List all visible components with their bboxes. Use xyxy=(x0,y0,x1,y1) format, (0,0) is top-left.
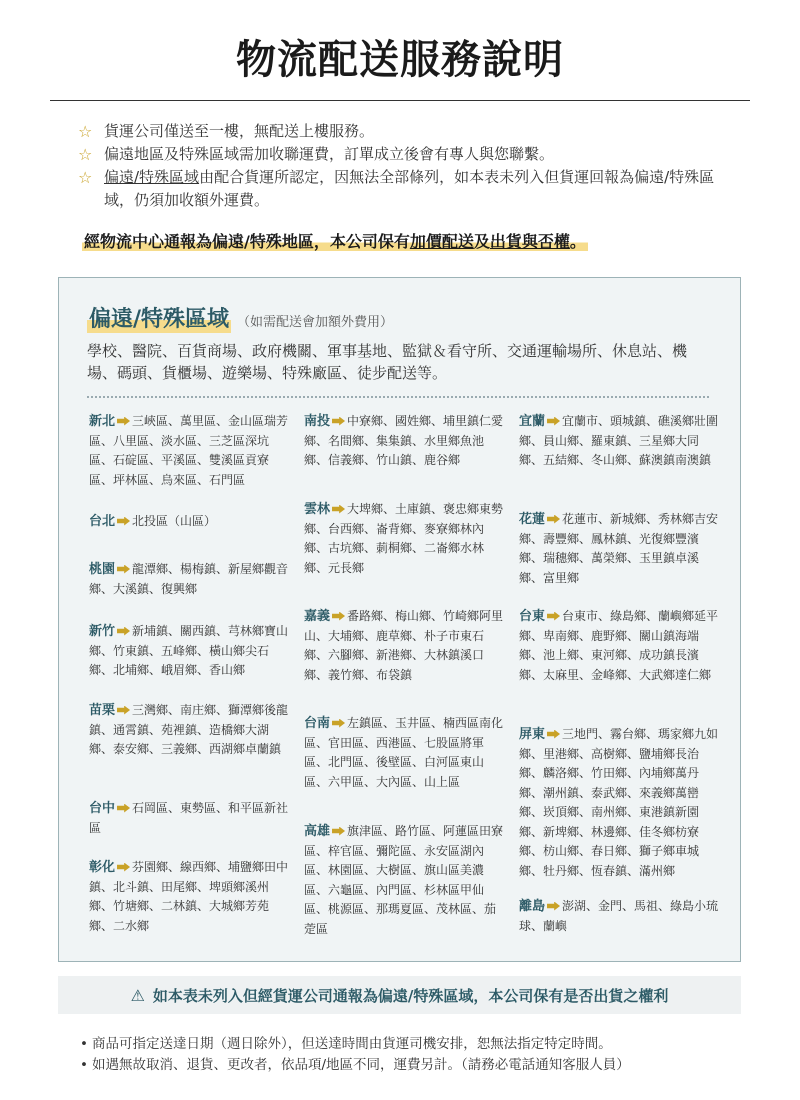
region-name: 新竹 xyxy=(89,624,116,639)
region-name: 宜蘭 xyxy=(519,414,546,429)
region-block xyxy=(304,500,504,578)
footer-notes xyxy=(80,1034,740,1076)
remote-area-panel xyxy=(58,277,741,962)
highlight-pre: 經物流中心通報為偏遠/特殊地區，本公司保有 xyxy=(84,232,410,251)
region-block xyxy=(519,510,719,588)
region-areas: 新埔鎮、關西鎮、芎林鄉寶山鄉、竹東鎮、五峰鄉、橫山鄉尖石鄉、北埔鄉、峨眉鄉、香山鄉 xyxy=(89,624,289,677)
region-name: 高雄 xyxy=(304,824,331,839)
region-areas: 旗津區、路竹區、阿蓮區田寮區、梓官區、彌陀區、永安區湖內區、林園區、大樹區、旗山區美濃區、六龜區、內門區、杉林區甲仙區、桃源區、那瑪夏區、茂林區、茄萣區 xyxy=(304,824,504,936)
region-name: 彰化 xyxy=(89,860,116,875)
region-block xyxy=(519,897,719,936)
region-name: 台北 xyxy=(89,514,116,529)
region-areas: 龍潭鄉、楊梅鎮、新屋鄉觀音鄉、大溪鎮、復興鄉 xyxy=(89,562,289,596)
region-block xyxy=(519,725,719,881)
region-areas: 澎湖、金門、馬祖、綠島小琉球、蘭嶼 xyxy=(519,899,719,933)
notice-item xyxy=(78,143,738,166)
region-block xyxy=(304,607,504,685)
warning-banner xyxy=(58,976,741,1014)
region-block xyxy=(519,607,719,685)
region-areas: 大埤鄉、土庫鎮、褒忠鄉東勢鄉、台西鄉、崙背鄉、麥寮鄉林內鄉、古坑鄉、莿桐鄉、二崙鄉水林鄉、元長鄉 xyxy=(304,502,504,575)
highlight-underline-1: 加價配送 xyxy=(409,232,474,251)
region-block xyxy=(89,701,289,760)
region-block xyxy=(89,799,289,838)
arrow-right-icon xyxy=(332,505,345,514)
region-block xyxy=(304,822,504,939)
region-areas: 芬園鄉、線西鄉、埔鹽鄉田中鎮、北斗鎮、田尾鄉、埤頭鄉溪州鄉、竹塘鄉、二林鎮、大城鄉芳苑鄉、二水鄉 xyxy=(89,860,289,933)
arrow-right-icon xyxy=(547,902,560,911)
region-name: 離島 xyxy=(519,899,546,914)
arrow-right-icon xyxy=(117,863,130,872)
dotted-divider xyxy=(87,396,709,398)
panel-heading xyxy=(87,302,393,333)
bullet-icon: • xyxy=(80,1036,88,1052)
footer-text: 商品可指定送達日期（週日除外），但送達時間由貨運司機安排，恕無法指定特定時間。 xyxy=(92,1036,612,1052)
region-name: 南投 xyxy=(304,414,331,429)
star-icon: ☆ xyxy=(78,122,93,141)
region-name: 花蓮 xyxy=(519,512,546,527)
region-name: 台東 xyxy=(519,609,546,624)
arrow-right-icon xyxy=(547,515,560,524)
region-name: 苗栗 xyxy=(89,703,116,718)
region-areas: 三地門、霧台鄉、瑪家鄉九如鄉、里港鄉、高樹鄉、鹽埔鄉長治鄉、麟洛鄉、竹田鄉、內埔鄉萬丹鄉、潮州鎮、泰武鄉、來義鄉萬巒鄉、崁頂鄉、南州鄉、東港鎮新園鄉、新埤鄉、林邊鄉、佳冬鄉枋寮鄉、枋山鄉、春日鄉、獅子鄉車城鄉、牡丹鄉、恆春鎮、滿州鄉 xyxy=(519,727,719,878)
notice-underlined-text: 偏遠/特殊區域 xyxy=(104,168,200,186)
region-areas: 台東市、綠島鄉、蘭嶼鄉延平鄉、卑南鄉、鹿野鄉、關山鎮海端鄉、池上鄉、東河鄉、成功鎮長濱鄉、太麻里、金峰鄉、大武鄉達仁鄉 xyxy=(519,609,719,682)
region-name: 屏東 xyxy=(519,727,546,742)
region-block xyxy=(519,412,719,471)
region-block xyxy=(89,622,289,681)
highlight-mid: 及 xyxy=(473,232,490,251)
region-areas: 中寮鄉、國姓鄉、埔里鎮仁愛鄉、名間鄉、集集鎮、水里鄉魚池鄉、信義鄉、竹山鎮、鹿谷鄉 xyxy=(304,414,504,467)
arrow-right-icon xyxy=(547,417,560,426)
notice-item xyxy=(78,120,738,143)
region-areas: 北投區（山區） xyxy=(132,514,217,528)
region-block xyxy=(304,412,504,471)
arrow-right-icon xyxy=(547,612,560,621)
region-name: 新北 xyxy=(89,414,116,429)
region-name: 雲林 xyxy=(304,502,331,517)
notice-text: 貨運公司僅送至一樓，無配送上樓服務。 xyxy=(104,122,375,140)
notice-text-rest: 由配合貨運所認定，因無法全部條列，如本表未列入但貨運回報為偏遠/特殊區域，仍須加收額外運費。 xyxy=(104,168,715,209)
arrow-right-icon xyxy=(332,827,345,836)
arrow-right-icon xyxy=(332,612,345,621)
region-name: 台南 xyxy=(304,716,331,731)
notice-text xyxy=(104,166,738,212)
highlight-marker xyxy=(82,232,588,251)
region-block xyxy=(89,512,289,532)
region-areas: 花蓮市、新城鄉、秀林鄉吉安鄉、壽豐鄉、鳳林鎮、光復鄉豐濱鄉、瑞穗鄉、萬榮鄉、玉里鎮卓溪鄉、富里鄉 xyxy=(519,512,719,585)
title-divider xyxy=(50,100,750,101)
notice-item xyxy=(78,166,738,212)
arrow-right-icon xyxy=(117,627,130,636)
footer-item xyxy=(80,1055,740,1076)
panel-title: 偏遠/特殊區域 xyxy=(87,302,231,333)
arrow-right-icon xyxy=(332,719,345,728)
arrow-right-icon xyxy=(117,565,130,574)
arrow-right-icon xyxy=(117,804,130,813)
panel-subtitle: （如需配送會加額外費用） xyxy=(237,315,394,330)
region-block xyxy=(89,560,289,599)
warning-icon: ⚠ xyxy=(130,985,145,1005)
footer-text: 如遇無故取消、退貨、更改者，依品項/地區不同，運費另計。（請務必電話通知客服人員） xyxy=(92,1057,630,1073)
region-areas: 石岡區、東勢區、和平區新社區 xyxy=(89,801,289,835)
page-title: 物流配送服務說明 xyxy=(236,36,564,83)
warning-text: 如本表未列入但經貨運公司通報為偏遠/特殊區域，本公司保有是否出貨之權利 xyxy=(152,986,669,1005)
footer-item xyxy=(80,1034,740,1055)
region-name: 台中 xyxy=(89,801,116,816)
bullet-icon: • xyxy=(80,1057,88,1073)
region-areas: 左鎮區、玉井區、楠西區南化區、官田區、西港區、七股區將軍區、北門區、後壁區、白河區東山區、六甲區、大內區、山上區 xyxy=(304,716,504,789)
arrow-right-icon xyxy=(547,730,560,739)
region-areas: 番路鄉、梅山鄉、竹崎鄉阿里山、大埔鄉、鹿草鄉、朴子市東石鄉、六腳鄉、新港鄉、大林鎮溪口鄉、義竹鄉、布袋鎮 xyxy=(304,609,504,682)
region-name: 嘉義 xyxy=(304,609,331,624)
special-places-text: 學校、醫院、百貨商場、政府機關、軍事基地、監獄＆看守所、交通運輸場所、休息站、機場、碼頭、貨櫃場、遊樂場、特殊廠區、徒步配送等。 xyxy=(87,342,688,382)
star-icon: ☆ xyxy=(78,145,93,164)
region-areas: 三灣鄉、南庄鄉、獅潭鄉後龍鎮、通霄鎮、苑裡鎮、造橋鄉大湖鄉、泰安鄉、三義鄉、西湖鄉卓蘭鎮 xyxy=(89,703,289,756)
region-block xyxy=(89,858,289,936)
region-block xyxy=(89,412,289,490)
region-areas: 宜蘭市、頭城鎮、礁溪鄉壯圍鄉、員山鄉、羅東鎮、三星鄉大同鄉、五結鄉、冬山鄉、蘇澳鎮南澳鎮 xyxy=(519,414,719,467)
region-name: 桃園 xyxy=(89,562,116,577)
highlight-end: 。 xyxy=(569,232,586,251)
notice-list xyxy=(78,120,738,212)
arrow-right-icon xyxy=(332,417,345,426)
star-icon: ☆ xyxy=(78,168,93,187)
highlight-statement xyxy=(82,230,588,254)
arrow-right-icon xyxy=(117,706,130,715)
region-block xyxy=(304,714,504,792)
notice-text: 偏遠地區及特殊區域需加收聯運費，訂單成立後會有專人與您聯繫。 xyxy=(104,145,555,163)
highlight-underline-2: 出貨與否權 xyxy=(489,232,570,251)
arrow-right-icon xyxy=(117,517,130,526)
arrow-right-icon xyxy=(117,417,130,426)
region-areas: 三峽區、萬里區、金山區瑞芳區、八里區、淡水區、三芝區深坑區、石碇區、平溪區、雙溪區貢寮區、坪林區、烏來區、石門區 xyxy=(89,414,289,487)
